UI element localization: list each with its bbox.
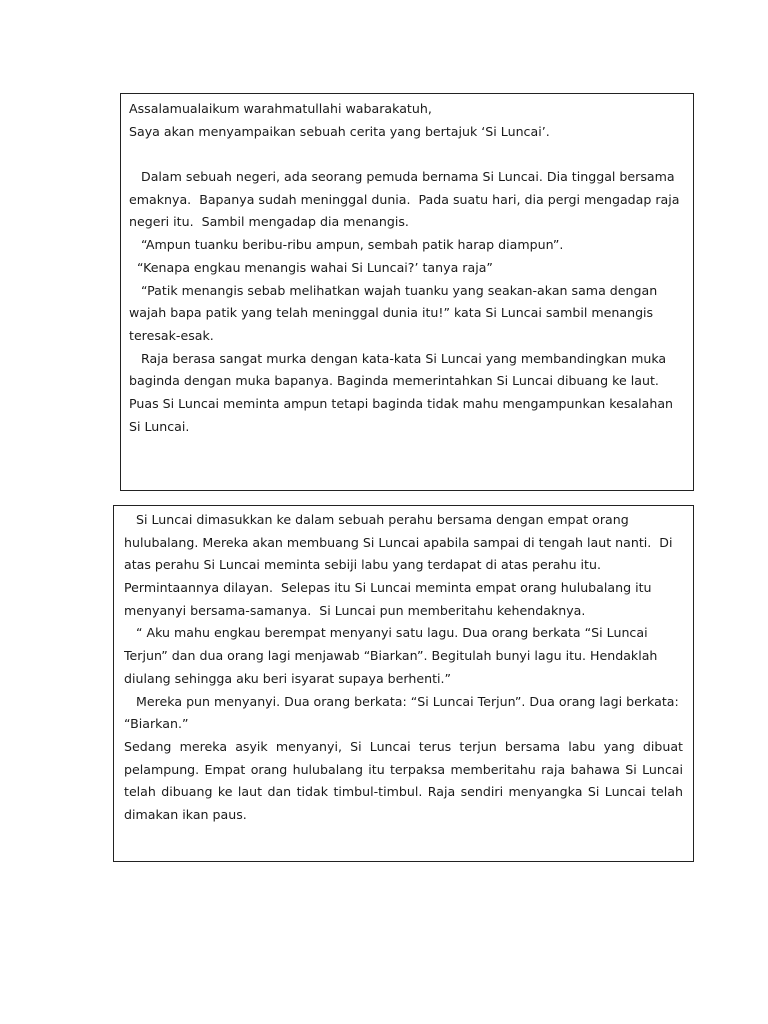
justified-text-line: pelampung. Empat orang hulubalang itu terpaksa memberitahu raja bahawa Si Luncai xyxy=(124,761,683,777)
text-line: diulang sehingga aku beri isyarat supaya berhenti.” xyxy=(124,670,452,686)
story-box-part-one xyxy=(120,93,694,491)
text-line: “Biarkan.” xyxy=(124,716,189,732)
text-line: Saya akan menyampaikan sebuah cerita yang bertajuk ‘Si Luncai’. xyxy=(129,123,550,139)
text-line: “Ampun tuanku beribu-ribu ampun, sembah patik harap diampun”. xyxy=(129,237,564,253)
text-line: Dalam sebuah negeri, ada seorang pemuda bernama Si Luncai. Dia tinggal bersama xyxy=(129,169,675,185)
text-line: Si Luncai. xyxy=(129,418,190,434)
text-line: Terjun” dan dua orang lagi menjawab “Biarkan”. Begitulah bunyi lagu itu. Hendaklah xyxy=(124,648,658,664)
text-line: emaknya. Bapanya sudah meninggal dunia. Pada suatu hari, dia pergi mengadap raja xyxy=(129,191,680,207)
text-line: negeri itu. Sambil mengadap dia menangis. xyxy=(129,214,409,230)
text-line: menyanyi bersama-samanya. Si Luncai pun memberitahu kehendaknya. xyxy=(124,602,586,618)
text-line: atas perahu Si Luncai meminta sebiji labu yang terdapat di atas perahu itu. xyxy=(124,557,601,573)
text-line: hulubalang. Mereka akan membuang Si Luncai apabila sampai di tengah laut nanti. Di xyxy=(124,534,673,550)
justified-text-line: Sedang mereka asyik menyanyi, Si Luncai terus terjun bersama labu yang dibuat xyxy=(124,738,683,754)
text-line: “Patik menangis sebab melihatkan wajah tuanku yang seakan-akan sama dengan xyxy=(129,282,658,298)
text-line: Raja berasa sangat murka dengan kata-kata Si Luncai yang membandingkan muka xyxy=(129,350,667,366)
text-line: Puas Si Luncai meminta ampun tetapi baginda tidak mahu mengampunkan kesalahan xyxy=(129,395,674,411)
text-line: wajah bapa patik yang telah meninggal dunia itu!” kata Si Luncai sambil menangis xyxy=(129,305,654,321)
text-line: Si Luncai dimasukkan ke dalam sebuah perahu bersama dengan empat orang xyxy=(124,512,629,527)
text-line: “ Aku mahu engkau berempat menyanyi satu lagu. Dua orang berkata “Si Luncai xyxy=(124,625,648,641)
story-box-part-two xyxy=(113,505,694,862)
text-line: Assalamualaikum warahmatullahi wabarakatuh, xyxy=(129,101,432,116)
blank-line xyxy=(129,143,685,166)
text-line: Mereka pun menyanyi. Dua orang berkata: “Si Luncai Terjun”. Dua orang lagi berkata: xyxy=(124,693,679,709)
text-line: Permintaannya dilayan. Selepas itu Si Luncai meminta empat orang hulubalang itu xyxy=(124,580,652,596)
final-text-line: dimakan ikan paus. xyxy=(124,806,247,822)
justified-text-line: telah dibuang ke laut dan tidak timbul-timbul. Raja sendiri menyangka Si Luncai telah xyxy=(124,784,683,800)
text-line: “Kenapa engkau menangis wahai Si Luncai?’ tanya raja” xyxy=(129,259,493,275)
text-line: teresak-esak. xyxy=(129,327,214,343)
text-line: baginda dengan muka bapanya. Baginda memerintahkan Si Luncai dibuang ke laut. xyxy=(129,373,659,389)
